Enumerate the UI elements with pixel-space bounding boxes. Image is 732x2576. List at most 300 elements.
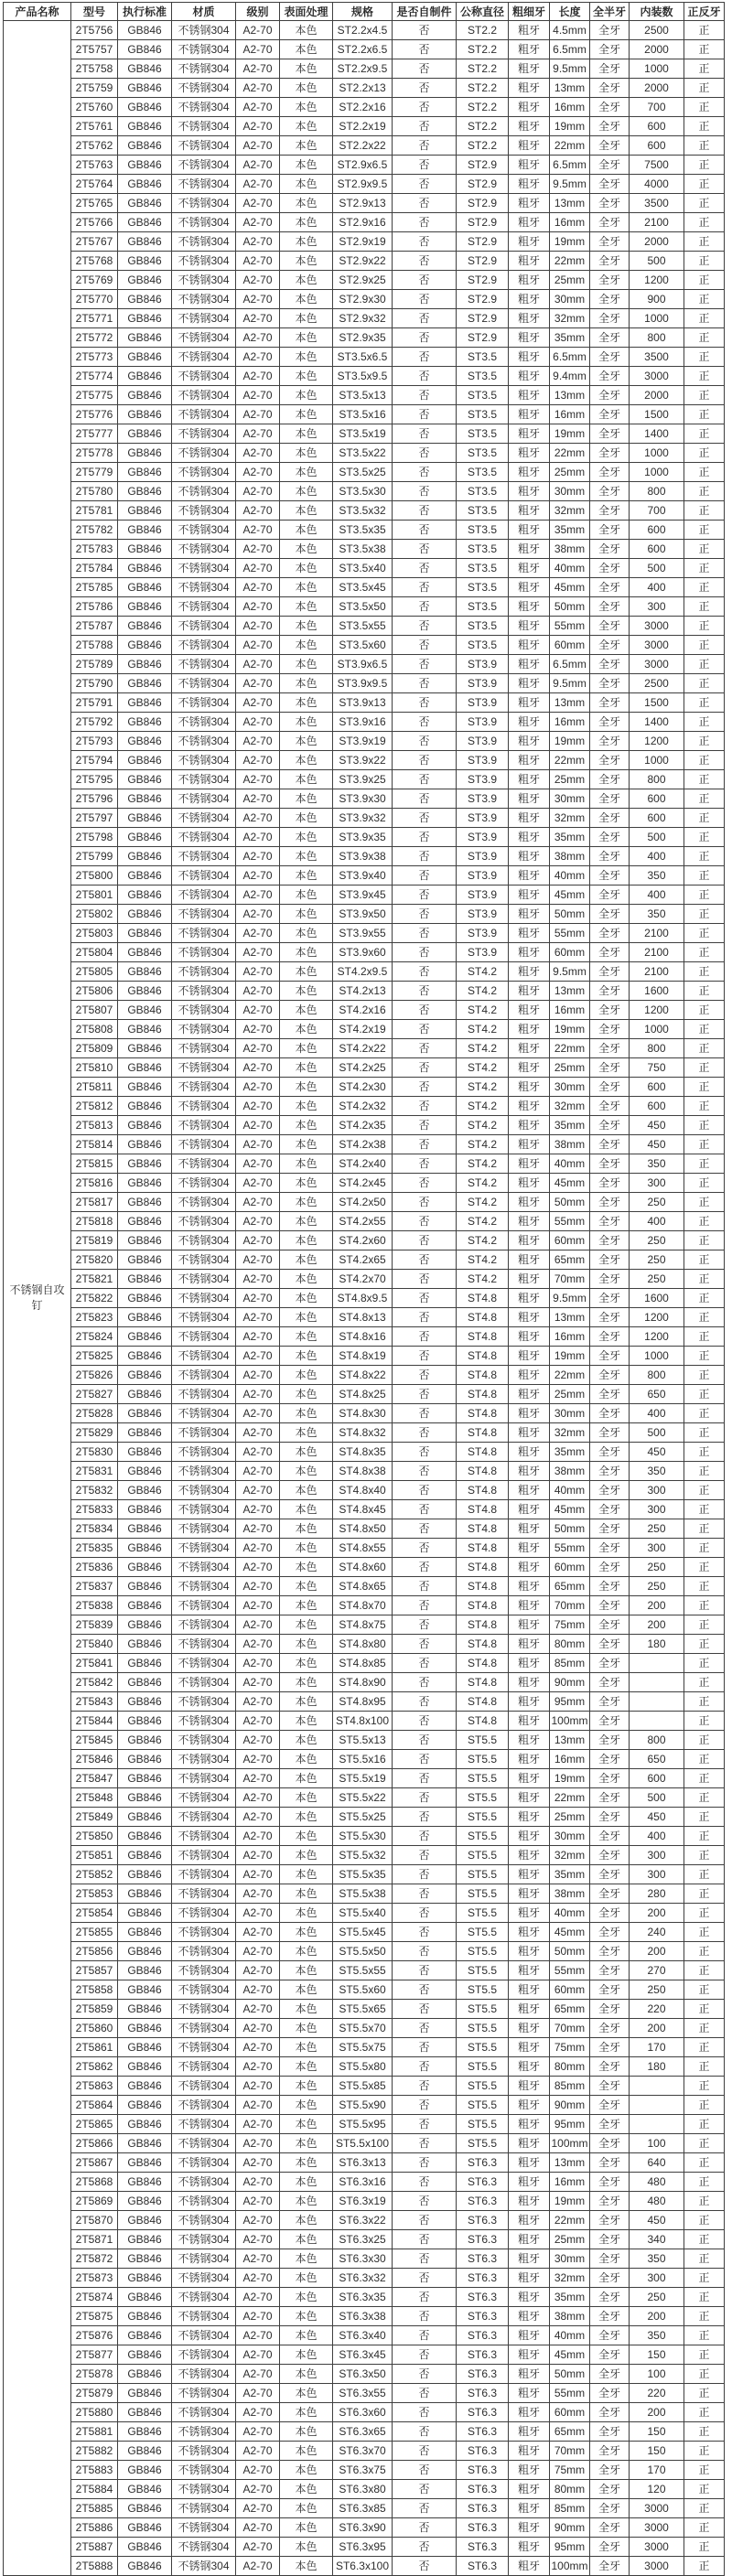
cell-full_half: 全牙	[590, 59, 630, 79]
cell-self_made: 否	[393, 482, 457, 501]
header-row	[4, 3, 725, 21]
cell-grade: A2-70	[236, 194, 280, 213]
table-row	[4, 559, 725, 578]
cell-thread_pitch: 粗牙	[509, 1539, 550, 1558]
cell-thread_pitch: 粗牙	[509, 40, 550, 59]
cell-self_made: 否	[393, 1750, 457, 1769]
cell-thread_pitch: 粗牙	[509, 386, 550, 405]
cell-thread_direction: 正	[684, 1904, 725, 1923]
cell-thread_direction: 正	[684, 1174, 725, 1193]
table-row	[4, 1769, 725, 1788]
cell-thread_pitch: 粗牙	[509, 2365, 550, 2384]
cell-qty_per_box: 2500	[630, 21, 684, 40]
cell-qty_per_box: 450	[630, 2211, 684, 2230]
cell-qty_per_box: 300	[630, 1846, 684, 1865]
cell-diameter: ST3.9	[457, 713, 509, 732]
cell-material: 不锈钢304	[172, 2057, 236, 2077]
cell-spec: ST2.2x6.5	[333, 40, 393, 59]
cell-standard: GB846	[118, 2518, 172, 2538]
cell-material: 不锈钢304	[172, 1827, 236, 1846]
cell-surface: 本色	[280, 1980, 333, 2000]
cell-qty_per_box: 200	[630, 1615, 684, 1635]
cell-thread_direction: 正	[684, 2038, 725, 2057]
cell-spec: ST5.5x85	[333, 2077, 393, 2096]
cell-model: 2T5878	[71, 2365, 118, 2384]
cell-thread_direction: 正	[684, 175, 725, 194]
cell-material: 不锈钢304	[172, 2153, 236, 2173]
cell-material: 不锈钢304	[172, 2269, 236, 2288]
cell-spec: ST6.3x19	[333, 2192, 393, 2211]
table-row	[4, 1692, 725, 1712]
cell-thread_pitch: 粗牙	[509, 1654, 550, 1673]
cell-model: 2T5761	[71, 117, 118, 136]
cell-grade: A2-70	[236, 2134, 280, 2153]
cell-full_half: 全牙	[590, 1078, 630, 1097]
cell-material: 不锈钢304	[172, 1980, 236, 2000]
table-row	[4, 1423, 725, 1443]
cell-surface: 本色	[280, 1347, 333, 1366]
cell-qty_per_box: 450	[630, 1135, 684, 1154]
cell-full_half: 全牙	[590, 2249, 630, 2269]
table-row	[4, 1577, 725, 1596]
cell-model: 2T5801	[71, 886, 118, 905]
cell-surface: 本色	[280, 232, 333, 252]
cell-diameter: ST2.2	[457, 21, 509, 40]
cell-self_made: 否	[393, 1539, 457, 1558]
cell-thread_direction: 正	[684, 1020, 725, 1039]
cell-thread_direction: 正	[684, 2307, 725, 2326]
cell-self_made: 否	[393, 1174, 457, 1193]
table-row	[4, 789, 725, 809]
cell-self_made: 否	[393, 1404, 457, 1423]
cell-material: 不锈钢304	[172, 1673, 236, 1692]
cell-grade: A2-70	[236, 444, 280, 463]
cell-qty_per_box: 3500	[630, 194, 684, 213]
cell-standard: GB846	[118, 1577, 172, 1596]
cell-thread_pitch: 粗牙	[509, 847, 550, 866]
cell-spec: ST5.5x60	[333, 1980, 393, 2000]
cell-surface: 本色	[280, 828, 333, 847]
cell-qty_per_box: 100	[630, 2365, 684, 2384]
cell-length: 6.5mm	[550, 655, 590, 674]
cell-thread_direction: 正	[684, 2000, 725, 2019]
cell-surface: 本色	[280, 2269, 333, 2288]
cell-full_half: 全牙	[590, 1923, 630, 1942]
cell-standard: GB846	[118, 2000, 172, 2019]
cell-model: 2T5802	[71, 905, 118, 924]
cell-surface: 本色	[280, 1308, 333, 1327]
cell-qty_per_box: 250	[630, 1980, 684, 2000]
cell-length: 50mm	[550, 2365, 590, 2384]
cell-model: 2T5769	[71, 271, 118, 290]
cell-self_made: 否	[393, 1250, 457, 1270]
cell-spec: ST4.8x9.5	[333, 1289, 393, 1308]
cell-standard: GB846	[118, 2422, 172, 2442]
cell-thread_pitch: 粗牙	[509, 1116, 550, 1135]
cell-full_half: 全牙	[590, 924, 630, 943]
cell-material: 不锈钢304	[172, 2326, 236, 2345]
cell-surface: 本色	[280, 2153, 333, 2173]
cell-thread_direction: 正	[684, 962, 725, 982]
cell-qty_per_box: 2100	[630, 962, 684, 982]
cell-thread_pitch: 粗牙	[509, 1865, 550, 1884]
cell-self_made: 否	[393, 1366, 457, 1385]
cell-self_made: 否	[393, 136, 457, 156]
cell-material: 不锈钢304	[172, 136, 236, 156]
cell-full_half: 全牙	[590, 886, 630, 905]
cell-length: 30mm	[550, 1404, 590, 1423]
cell-standard: GB846	[118, 136, 172, 156]
cell-qty_per_box: 250	[630, 1558, 684, 1577]
cell-thread_direction: 正	[684, 1347, 725, 1366]
cell-standard: GB846	[118, 2038, 172, 2057]
cell-spec: ST5.5x95	[333, 2115, 393, 2134]
cell-model: 2T5766	[71, 213, 118, 232]
cell-thread_pitch: 粗牙	[509, 2422, 550, 2442]
cell-full_half: 全牙	[590, 713, 630, 732]
cell-diameter: ST5.5	[457, 2115, 509, 2134]
cell-surface: 本色	[280, 1250, 333, 1270]
cell-qty_per_box: 200	[630, 1596, 684, 1615]
cell-thread_pitch: 粗牙	[509, 1327, 550, 1347]
cell-self_made: 否	[393, 2192, 457, 2211]
cell-self_made: 否	[393, 79, 457, 98]
cell-full_half: 全牙	[590, 1366, 630, 1385]
cell-material: 不锈钢304	[172, 328, 236, 348]
cell-thread_direction: 正	[684, 2442, 725, 2461]
cell-standard: GB846	[118, 1174, 172, 1193]
cell-full_half: 全牙	[590, 943, 630, 962]
cell-thread_direction: 正	[684, 1942, 725, 1961]
cell-length: 25mm	[550, 1808, 590, 1827]
cell-thread_pitch: 粗牙	[509, 1923, 550, 1942]
cell-thread_direction: 正	[684, 1462, 725, 1481]
cell-material: 不锈钢304	[172, 1443, 236, 1462]
cell-spec: ST5.5x100	[333, 2134, 393, 2153]
cell-thread_pitch: 粗牙	[509, 1097, 550, 1116]
cell-grade: A2-70	[236, 79, 280, 98]
cell-standard: GB846	[118, 1116, 172, 1135]
cell-self_made: 否	[393, 1577, 457, 1596]
cell-grade: A2-70	[236, 597, 280, 617]
cell-standard: GB846	[118, 309, 172, 328]
cell-full_half: 全牙	[590, 194, 630, 213]
cell-thread_pitch: 粗牙	[509, 1615, 550, 1635]
cell-diameter: ST2.2	[457, 136, 509, 156]
cell-spec: ST2.2x16	[333, 98, 393, 117]
cell-material: 不锈钢304	[172, 521, 236, 540]
cell-model: 2T5868	[71, 2173, 118, 2192]
cell-self_made: 否	[393, 809, 457, 828]
cell-standard: GB846	[118, 1443, 172, 1462]
cell-length: 13mm	[550, 2153, 590, 2173]
cell-spec: ST4.2x25	[333, 1058, 393, 1078]
table-row	[4, 751, 725, 770]
cell-self_made: 否	[393, 1500, 457, 1519]
cell-thread_direction: 正	[684, 770, 725, 789]
cell-thread_direction: 正	[684, 1577, 725, 1596]
cell-surface: 本色	[280, 982, 333, 1001]
cell-qty_per_box: 200	[630, 1904, 684, 1923]
cell-qty_per_box: 250	[630, 1577, 684, 1596]
cell-thread_pitch: 粗牙	[509, 2019, 550, 2038]
cell-full_half: 全牙	[590, 1904, 630, 1923]
cell-length: 32mm	[550, 501, 590, 521]
table-row	[4, 444, 725, 463]
cell-thread_pitch: 粗牙	[509, 2499, 550, 2518]
cell-surface: 本色	[280, 405, 333, 424]
cell-full_half: 全牙	[590, 1116, 630, 1135]
cell-spec: ST4.2x9.5	[333, 962, 393, 982]
cell-qty_per_box: 400	[630, 578, 684, 597]
cell-qty_per_box: 1400	[630, 424, 684, 444]
cell-diameter: ST2.2	[457, 40, 509, 59]
cell-surface: 本色	[280, 1865, 333, 1884]
cell-full_half: 全牙	[590, 1193, 630, 1212]
cell-thread_pitch: 粗牙	[509, 405, 550, 424]
cell-qty_per_box: 240	[630, 1923, 684, 1942]
cell-qty_per_box: 250	[630, 1231, 684, 1250]
cell-thread_pitch: 粗牙	[509, 271, 550, 290]
table-row	[4, 2019, 725, 2038]
cell-material: 不锈钢304	[172, 194, 236, 213]
cell-surface: 本色	[280, 1462, 333, 1481]
cell-surface: 本色	[280, 2288, 333, 2307]
cell-full_half: 全牙	[590, 1423, 630, 1443]
cell-qty_per_box: 2100	[630, 943, 684, 962]
table-row	[4, 117, 725, 136]
cell-spec: ST6.3x65	[333, 2422, 393, 2442]
cell-thread_pitch: 粗牙	[509, 367, 550, 386]
cell-length: 55mm	[550, 2384, 590, 2403]
cell-material: 不锈钢304	[172, 1078, 236, 1097]
cell-length: 85mm	[550, 1654, 590, 1673]
cell-full_half: 全牙	[590, 98, 630, 117]
cell-spec: ST4.2x70	[333, 1270, 393, 1289]
cell-length: 55mm	[550, 1961, 590, 1980]
cell-thread_direction: 正	[684, 79, 725, 98]
cell-full_half: 全牙	[590, 2096, 630, 2115]
cell-grade: A2-70	[236, 1385, 280, 1404]
cell-spec: ST4.2x38	[333, 1135, 393, 1154]
cell-material: 不锈钢304	[172, 674, 236, 693]
cell-full_half: 全牙	[590, 1712, 630, 1731]
cell-thread_direction: 正	[684, 2269, 725, 2288]
cell-diameter: ST3.9	[457, 693, 509, 713]
cell-spec: ST4.8x95	[333, 1692, 393, 1712]
cell-full_half: 全牙	[590, 405, 630, 424]
cell-thread_pitch: 粗牙	[509, 1078, 550, 1097]
cell-diameter: ST5.5	[457, 1980, 509, 2000]
cell-thread_pitch: 粗牙	[509, 1193, 550, 1212]
cell-diameter: ST3.9	[457, 751, 509, 770]
cell-diameter: ST5.5	[457, 1904, 509, 1923]
cell-full_half: 全牙	[590, 1692, 630, 1712]
cell-length: 100mm	[550, 2557, 590, 2576]
table-row	[4, 1212, 725, 1231]
cell-qty_per_box: 150	[630, 2422, 684, 2442]
cell-grade: A2-70	[236, 1193, 280, 1212]
cell-spec: ST6.3x38	[333, 2307, 393, 2326]
cell-diameter: ST6.3	[457, 2326, 509, 2345]
cell-diameter: ST4.2	[457, 1135, 509, 1154]
cell-model: 2T5760	[71, 98, 118, 117]
cell-thread_direction: 正	[684, 117, 725, 136]
cell-length: 60mm	[550, 1231, 590, 1250]
cell-diameter: ST4.8	[457, 1423, 509, 1443]
cell-spec: ST6.3x100	[333, 2557, 393, 2576]
cell-qty_per_box: 1600	[630, 1289, 684, 1308]
cell-surface: 本色	[280, 2173, 333, 2192]
cell-self_made: 否	[393, 1481, 457, 1500]
cell-length: 38mm	[550, 540, 590, 559]
cell-thread_pitch: 粗牙	[509, 1808, 550, 1827]
cell-standard: GB846	[118, 1347, 172, 1366]
cell-self_made: 否	[393, 617, 457, 636]
cell-grade: A2-70	[236, 117, 280, 136]
cell-length: 35mm	[550, 2288, 590, 2307]
cell-grade: A2-70	[236, 1673, 280, 1692]
table-row	[4, 1174, 725, 1193]
cell-spec: ST3.9x45	[333, 886, 393, 905]
cell-qty_per_box: 600	[630, 1078, 684, 1097]
cell-surface: 本色	[280, 309, 333, 328]
cell-self_made: 否	[393, 2461, 457, 2480]
cell-standard: GB846	[118, 1404, 172, 1423]
cell-self_made: 否	[393, 328, 457, 348]
cell-material: 不锈钢304	[172, 905, 236, 924]
cell-diameter: ST4.8	[457, 1635, 509, 1654]
cell-self_made: 否	[393, 2326, 457, 2345]
cell-standard: GB846	[118, 789, 172, 809]
cell-model: 2T5830	[71, 1443, 118, 1462]
table-row	[4, 194, 725, 213]
cell-length: 22mm	[550, 252, 590, 271]
cell-model: 2T5835	[71, 1539, 118, 1558]
cell-qty_per_box: 450	[630, 1808, 684, 1827]
cell-material: 不锈钢304	[172, 1884, 236, 1904]
cell-length: 70mm	[550, 1596, 590, 1615]
cell-surface: 本色	[280, 98, 333, 117]
cell-self_made: 否	[393, 2480, 457, 2499]
cell-self_made: 否	[393, 655, 457, 674]
cell-full_half: 全牙	[590, 866, 630, 886]
cell-full_half: 全牙	[590, 1980, 630, 2000]
cell-standard: GB846	[118, 732, 172, 751]
cell-thread_pitch: 粗牙	[509, 424, 550, 444]
cell-qty_per_box: 2500	[630, 674, 684, 693]
cell-standard: GB846	[118, 194, 172, 213]
cell-standard: GB846	[118, 713, 172, 732]
cell-model: 2T5881	[71, 2422, 118, 2442]
cell-qty_per_box: 500	[630, 1788, 684, 1808]
cell-grade: A2-70	[236, 2345, 280, 2365]
table-row	[4, 2461, 725, 2480]
cell-standard: GB846	[118, 2307, 172, 2326]
table-row	[4, 1154, 725, 1174]
cell-diameter: ST4.8	[457, 1577, 509, 1596]
cell-grade: A2-70	[236, 962, 280, 982]
cell-self_made: 否	[393, 1347, 457, 1366]
cell-self_made: 否	[393, 2518, 457, 2538]
cell-thread_pitch: 粗牙	[509, 2077, 550, 2096]
cell-self_made: 否	[393, 156, 457, 175]
cell-full_half: 全牙	[590, 444, 630, 463]
table-row	[4, 1904, 725, 1923]
cell-full_half: 全牙	[590, 1615, 630, 1635]
cell-length: 38mm	[550, 1462, 590, 1481]
cell-qty_per_box: 280	[630, 1884, 684, 1904]
cell-standard: GB846	[118, 521, 172, 540]
cell-qty_per_box: 1500	[630, 405, 684, 424]
cell-length: 22mm	[550, 2211, 590, 2230]
cell-spec: ST3.9x60	[333, 943, 393, 962]
table-row	[4, 59, 725, 79]
cell-qty_per_box: 1200	[630, 732, 684, 751]
cell-material: 不锈钢304	[172, 2345, 236, 2365]
cell-grade: A2-70	[236, 136, 280, 156]
cell-thread_direction: 正	[684, 2019, 725, 2038]
cell-surface: 本色	[280, 1078, 333, 1097]
cell-length: 9.5mm	[550, 175, 590, 194]
col-header-standard: 执行标准	[118, 3, 172, 21]
cell-standard: GB846	[118, 252, 172, 271]
cell-grade: A2-70	[236, 2038, 280, 2057]
cell-spec: ST3.5x25	[333, 463, 393, 482]
cell-thread_direction: 正	[684, 1404, 725, 1423]
cell-surface: 本色	[280, 2345, 333, 2365]
cell-grade: A2-70	[236, 886, 280, 905]
cell-spec: ST3.9x19	[333, 732, 393, 751]
cell-standard: GB846	[118, 905, 172, 924]
cell-thread_direction: 正	[684, 1961, 725, 1980]
cell-length: 22mm	[550, 1039, 590, 1058]
cell-material: 不锈钢304	[172, 1712, 236, 1731]
cell-spec: ST4.2x35	[333, 1116, 393, 1135]
cell-length: 45mm	[550, 1923, 590, 1942]
cell-standard: GB846	[118, 847, 172, 866]
cell-material: 不锈钢304	[172, 924, 236, 943]
cell-diameter: ST4.2	[457, 1039, 509, 1058]
cell-spec: ST6.3x70	[333, 2442, 393, 2461]
cell-grade: A2-70	[236, 521, 280, 540]
cell-spec: ST4.8x70	[333, 1596, 393, 1615]
col-header-surface: 表面处理	[280, 3, 333, 21]
cell-surface: 本色	[280, 290, 333, 309]
cell-grade: A2-70	[236, 1558, 280, 1577]
cell-material: 不锈钢304	[172, 1942, 236, 1961]
cell-qty_per_box: 650	[630, 1385, 684, 1404]
cell-standard: GB846	[118, 1231, 172, 1250]
table-row	[4, 2345, 725, 2365]
cell-material: 不锈钢304	[172, 79, 236, 98]
cell-self_made: 否	[393, 1769, 457, 1788]
cell-standard: GB846	[118, 2384, 172, 2403]
cell-thread_direction: 正	[684, 1039, 725, 1058]
cell-thread_pitch: 粗牙	[509, 2249, 550, 2269]
cell-diameter: ST5.5	[457, 1769, 509, 1788]
cell-qty_per_box: 400	[630, 1212, 684, 1231]
cell-material: 不锈钢304	[172, 1327, 236, 1347]
cell-model: 2T5885	[71, 2499, 118, 2518]
cell-diameter: ST4.2	[457, 1154, 509, 1174]
table-row	[4, 2307, 725, 2326]
cell-surface: 本色	[280, 1020, 333, 1039]
cell-thread_pitch: 粗牙	[509, 1827, 550, 1846]
cell-standard: GB846	[118, 386, 172, 405]
table-row	[4, 424, 725, 444]
cell-length: 13mm	[550, 194, 590, 213]
